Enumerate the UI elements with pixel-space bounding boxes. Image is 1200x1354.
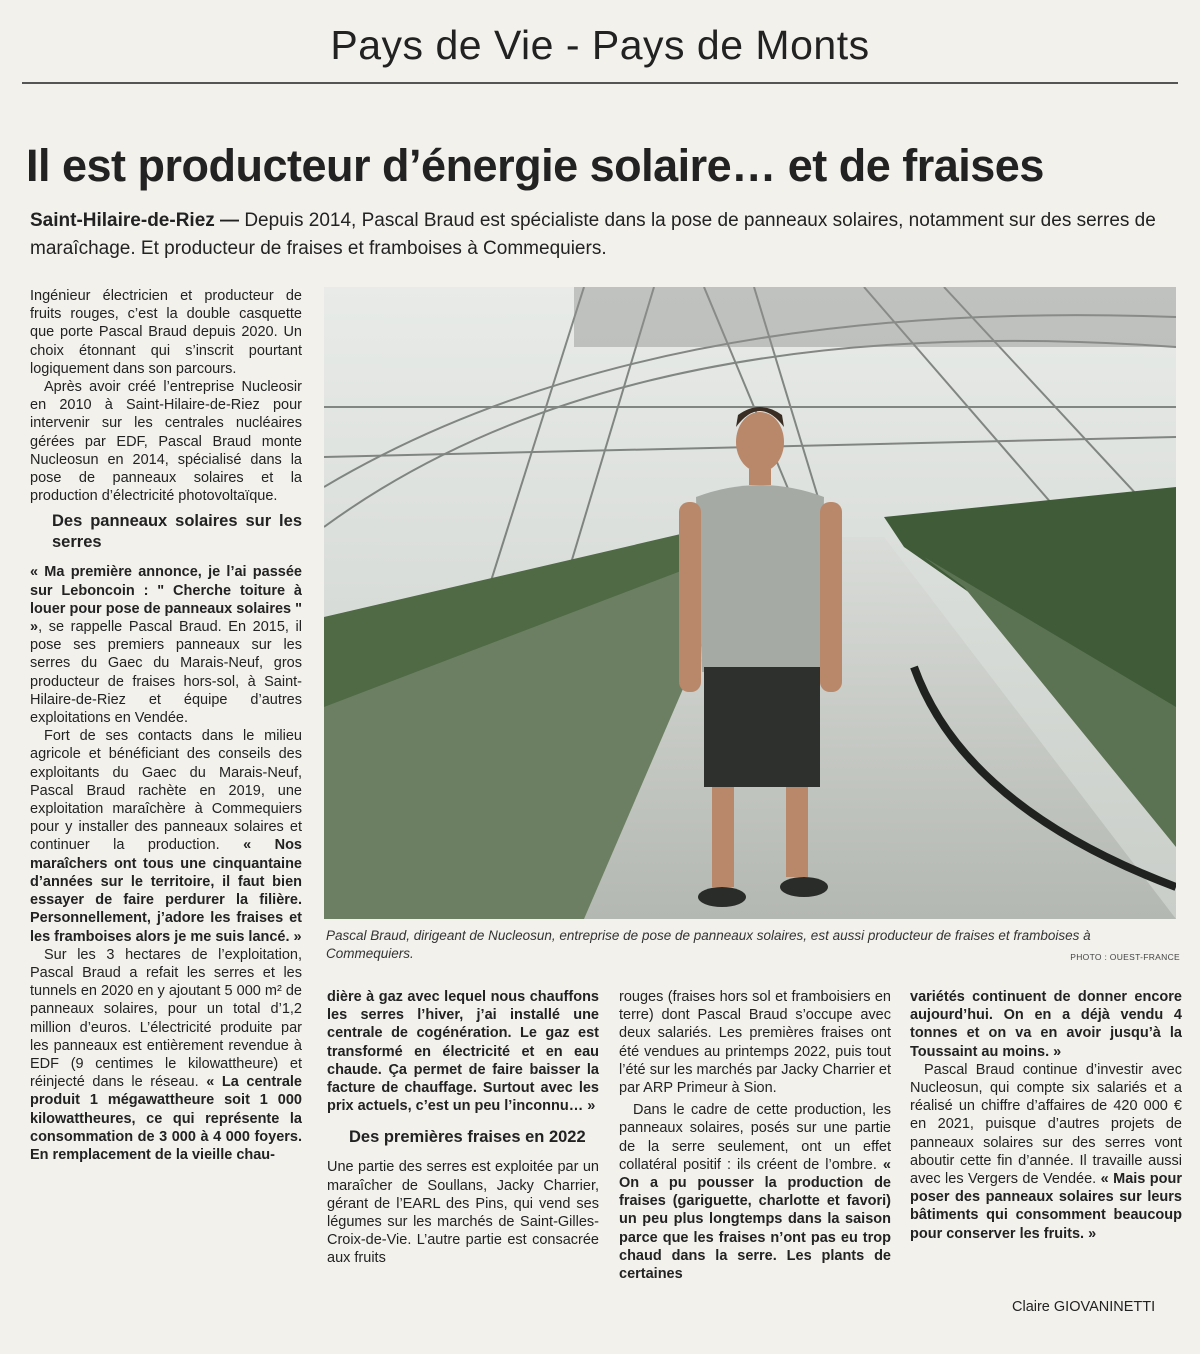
subheading: Des premières fraises en 2022 bbox=[349, 1128, 586, 1147]
paragraph bbox=[30, 563, 302, 727]
header-rule bbox=[22, 82, 1178, 84]
column-3 bbox=[619, 988, 891, 1283]
article-lede bbox=[30, 207, 1180, 263]
paragraph-text: Dans le cadre de cette production, les panneaux solaires, posés sur une partie de la serre seulement, ont un effet collatéral positif : ils créent de l’ombre. bbox=[619, 1102, 891, 1173]
quote: « Ma première annonce, je l’ai passée sur Leboncoin : " Cherche toiture à louer pour pose de panneaux solaires " » bbox=[30, 564, 302, 636]
paragraph: rouges (fraises hors sol et framboisiers en terre) dont Pascal Braud s’occupe avec deux salariés. Les premières fraises ont été vendues au printemps 2022, puis tout l’été sur les marchés par Jacky Charrier et par ARP Primeur à Sion. bbox=[619, 989, 891, 1097]
paragraph-text: , se rappelle Pascal Braud. En 2015, il pose ses premiers panneaux sur les serres du Gaec du Marais-Neuf, gros producteur de fraises hors-sol, à Saint-Hilaire-de-Riez et équipe d’autres exploitations en Vendée. bbox=[30, 619, 302, 727]
paragraph bbox=[30, 946, 302, 1164]
greenhouse-photo-illustration bbox=[324, 287, 1176, 919]
paragraph: Ingénieur électricien et producteur de fruits rouges, c’est la double casquette que porte Pascal Braud depuis 2020. Un choix étonnant qui s’inscrit pourtant logiquement dans son parcours. bbox=[30, 288, 302, 377]
dateline: Saint-Hilaire-de-Riez — bbox=[30, 210, 240, 231]
quote: variétés continuent de donner encore aujourd’hui. On en a déjà vendu 4 tonnes et on va en avoir jusqu’à la Toussaint au moins. » bbox=[910, 989, 1182, 1060]
quote: « Nos maraîchers ont tous une cinquantaine d’années sur le territoire, il faut bien essayer de faire perdurer la filière. Personnellement, j’adore les fraises et les framboises alors je me suis lancé. » bbox=[30, 837, 302, 945]
column-2 bbox=[327, 988, 599, 1268]
paragraph: Une partie des serres est exploitée par un maraîcher de Soullans, Jacky Charrier, gérant de l’EARL des Pins, qui vend ses légumes sur les marchés de Saint-Gilles-Croix-de-Vie. L’autre partie est consacrée aux fruits bbox=[327, 1159, 599, 1267]
paragraph bbox=[30, 727, 302, 945]
author-signature: Claire GIOVANINETTI bbox=[1012, 1299, 1156, 1315]
quote: dière à gaz avec lequel nous chauffons les serres l’hiver, j’ai installé une centrale de cogénération. Le gaz est transformé en électricité et en eau chaude. Ça permet de faire baisser la facture de chauffage. Surtout avec les prix actuels, c’est un peu l’inconnu… » bbox=[327, 989, 599, 1115]
lede-text: Depuis 2014, Pascal Braud est spécialiste dans la pose de panneaux solaires, notamment sur des serres de maraîchage. Et producteur de fraises et framboises à Commequiers. bbox=[30, 210, 1156, 259]
paragraph bbox=[910, 1061, 1182, 1243]
article-headline: Il est producteur d’énergie solaire… et de fraises bbox=[26, 140, 1044, 191]
quote: « Mais pour poser des panneaux solaires sur leurs bâtiments qui consomment beaucoup pour conserver les fruits. » bbox=[910, 1171, 1182, 1242]
paragraph bbox=[910, 988, 1182, 1061]
paragraph bbox=[619, 1101, 891, 1283]
article-photo bbox=[324, 287, 1176, 919]
paragraph: Après avoir créé l’entreprise Nucleosir en 2010 à Saint-Hilaire-de-Riez pour intervenir sur les centrales nucléaires gérées par EDF, Pascal Braud monte Nucleosun en 2014, spécialisé dans la pose de panneaux solaires et la production d’électricité photovoltaïque. bbox=[30, 379, 302, 505]
paragraph bbox=[327, 988, 599, 1115]
section-title: Pays de Vie - Pays de Monts bbox=[330, 22, 870, 68]
column-1 bbox=[30, 287, 302, 1164]
paragraph-text: Pascal Braud continue d’investir avec Nucleosun, qui compte six salariés et a réalisé un chiffre d’affaires de 420 000 € en 2021, puisque d’autres projets de panneaux solaires sur des serres vont aboutir cette fin d’année. Il travaille aussi avec les Vergers de Vendée. bbox=[910, 1061, 1182, 1188]
paragraph-text: Fort de ses contacts dans le milieu agricole et bénéficiant des conseils des exploitants du Gaec du Marais-Neuf, Pascal Braud rachète en 2019, une exploitation maraîchère à Commequiers pour y installer des panneaux solaires et continuer la production. bbox=[30, 728, 302, 854]
quote: « On a pu pousser la production de fraises (gariguette, charlotte et favori) un peu plus longtemps dans la saison parce que les fraises n’ont pas eu trop chaud dans la serre. Les plants de certaines bbox=[619, 1156, 891, 1283]
column-4 bbox=[910, 988, 1182, 1243]
photo-caption: Pascal Braud, dirigeant de Nucleosun, entreprise de pose de panneaux solaires, est aussi producteur de fraises et framboises à Commequiers. bbox=[326, 928, 1091, 961]
quote: « La centrale produit 1 mégawattheure soit 1 000 kilowattheures, ce qui représente la consommation de 3 000 à 4 000 foyers. En remplacement de la vieille chau- bbox=[30, 1074, 302, 1163]
subheading: Des panneaux solaires sur les serres bbox=[52, 512, 302, 552]
photo-credit: PHOTO : OUEST-FRANCE bbox=[1070, 952, 1180, 962]
paragraph-text: Sur les 3 hectares de l’exploitation, Pascal Braud a refait les serres et les tunnels en 2020 en y ajoutant 5 000 m² de panneaux solaires, pour un total d’1,2 million d’euros. L’électricité produite par les panneaux est entièrement revendue à EDF (9 centimes le kilowattheure) et réinjecté dans le réseau. bbox=[30, 946, 302, 1091]
section-header bbox=[0, 0, 1200, 88]
